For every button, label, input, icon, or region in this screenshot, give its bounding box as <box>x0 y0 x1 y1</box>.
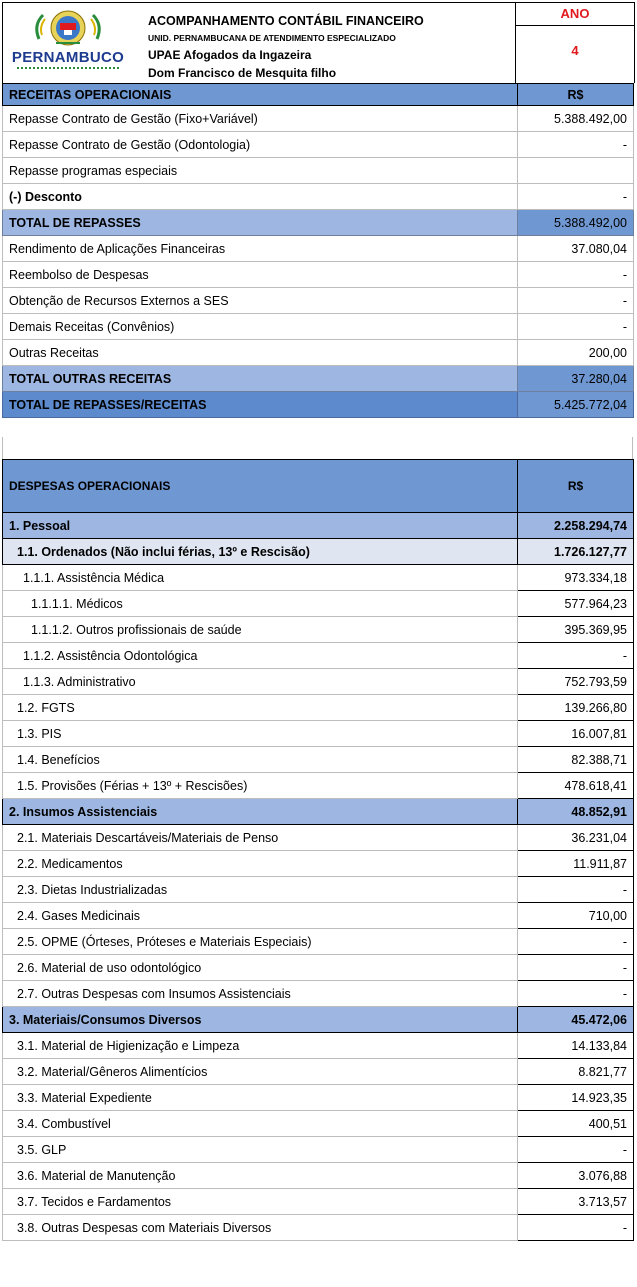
section-row <box>3 799 634 825</box>
expense-row <box>3 877 634 903</box>
total-label[interactable]: TOTAL OUTRAS RECEITAS <box>3 366 518 392</box>
row-value[interactable]: - <box>518 1215 634 1241</box>
row-value[interactable]: - <box>518 132 634 158</box>
year-value: 4 <box>571 43 579 58</box>
total-value[interactable]: 5.388.492,00 <box>518 210 634 236</box>
row-label[interactable]: (-) Desconto <box>3 184 518 210</box>
row-value[interactable]: - <box>518 643 634 669</box>
report-title: ACOMPANHAMENTO CONTÁBIL FINANCEIRO <box>148 14 424 28</box>
row-label[interactable]: 2.6. Material de uso odontológico <box>3 955 518 981</box>
row-label[interactable]: 1.1.1.1. Médicos <box>3 591 518 617</box>
expense-table <box>2 459 634 1241</box>
expense-row <box>3 643 634 669</box>
spacer-row <box>2 437 633 459</box>
row-value[interactable]: 5.388.492,00 <box>518 106 634 132</box>
row-value[interactable]: 200,00 <box>518 340 634 366</box>
revenue-row <box>3 340 634 366</box>
director-name: Dom Francisco de Mesquita filho <box>148 66 337 80</box>
row-value[interactable]: - <box>518 929 634 955</box>
expense-row <box>3 1059 634 1085</box>
row-label[interactable]: 1.1.2. Assistência Odontológica <box>3 643 518 669</box>
row-value[interactable]: 577.964,23 <box>518 591 634 617</box>
row-label[interactable]: 1.4. Benefícios <box>3 747 518 773</box>
revenue-row <box>3 158 634 184</box>
expense-row <box>3 1085 634 1111</box>
expense-row <box>3 1111 634 1137</box>
row-label[interactable]: 1.5. Provisões (Férias + 13º + Rescisões) <box>3 773 518 799</box>
expense-row <box>3 695 634 721</box>
total-value[interactable]: 37.280,04 <box>518 366 634 392</box>
row-label[interactable]: 3.1. Material de Higienização e Limpeza <box>3 1033 518 1059</box>
logo-underline <box>17 67 119 72</box>
row-label[interactable]: 3.5. GLP <box>3 1137 518 1163</box>
row-label[interactable]: 1.1.3. Administrativo <box>3 669 518 695</box>
row-value[interactable]: 16.007,81 <box>518 721 634 747</box>
expense-row <box>3 591 634 617</box>
coat-of-arms-icon <box>9 9 127 49</box>
expense-header-currency: R$ <box>518 460 634 513</box>
section-label[interactable]: 2. Insumos Assistenciais <box>3 799 518 825</box>
expense-row <box>3 1163 634 1189</box>
pernambuco-logo <box>9 9 127 81</box>
revenue-row <box>3 132 634 158</box>
section-row <box>3 1007 634 1033</box>
row-label[interactable]: 2.1. Materiais Descartáveis/Materiais de Penso <box>3 825 518 851</box>
revenue-header-currency: R$ <box>518 84 634 106</box>
total-label[interactable]: TOTAL DE REPASSES <box>3 210 518 236</box>
grand-total-label[interactable]: TOTAL DE REPASSES/RECEITAS <box>3 392 518 418</box>
row-value[interactable]: - <box>518 877 634 903</box>
revenue-row <box>3 236 634 262</box>
unit-name: UNID. PERNAMBUCANA DE ATENDIMENTO ESPECIALIZADO <box>148 33 396 43</box>
row-label[interactable]: 3.3. Material Expediente <box>3 1085 518 1111</box>
row-value[interactable]: 14.923,35 <box>518 1085 634 1111</box>
grand-total-row <box>3 392 634 418</box>
expense-row <box>3 903 634 929</box>
expense-row <box>3 825 634 851</box>
row-label[interactable]: 1.3. PIS <box>3 721 518 747</box>
row-label[interactable]: 2.5. OPME (Órteses, Próteses e Materiais Especiais) <box>3 929 518 955</box>
logo-text: PERNAMBUCO <box>11 49 125 66</box>
row-value[interactable]: - <box>518 314 634 340</box>
expense-row <box>3 721 634 747</box>
revenue-row <box>3 288 634 314</box>
row-value[interactable]: 710,00 <box>518 903 634 929</box>
row-value[interactable]: - <box>518 1137 634 1163</box>
row-value[interactable]: 395.369,95 <box>518 617 634 643</box>
revenue-row <box>3 314 634 340</box>
row-label[interactable]: Reembolso de Despesas <box>3 262 518 288</box>
row-label[interactable]: Repasse Contrato de Gestão (Odontologia) <box>3 132 518 158</box>
row-label[interactable]: 3.7. Tecidos e Fardamentos <box>3 1189 518 1215</box>
expense-row <box>3 773 634 799</box>
row-label[interactable]: 3.2. Material/Gêneros Alimentícios <box>3 1059 518 1085</box>
expense-row <box>3 955 634 981</box>
row-label[interactable]: Repasse programas especiais <box>3 158 518 184</box>
row-value[interactable]: 82.388,71 <box>518 747 634 773</box>
row-label[interactable]: 3.6. Material de Manutenção <box>3 1163 518 1189</box>
section-value[interactable]: 45.472,06 <box>518 1007 634 1033</box>
expense-header-row <box>3 460 634 513</box>
row-value[interactable]: 973.334,18 <box>518 565 634 591</box>
upae-name: UPAE Afogados da Ingazeira <box>148 48 312 62</box>
subsection-value[interactable]: 1.726.127,77 <box>518 539 634 565</box>
expense-row <box>3 981 634 1007</box>
row-value[interactable]: - <box>518 184 634 210</box>
row-label[interactable]: 2.2. Medicamentos <box>3 851 518 877</box>
revenue-row <box>3 184 634 210</box>
expense-row <box>3 1215 634 1241</box>
row-value[interactable]: - <box>518 262 634 288</box>
row-label[interactable]: 1.1.1. Assistência Médica <box>3 565 518 591</box>
row-label[interactable]: Rendimento de Aplicações Financeiras <box>3 236 518 262</box>
revenue-table <box>2 83 634 418</box>
section-value[interactable]: 2.258.294,74 <box>518 513 634 539</box>
row-value[interactable]: 752.793,59 <box>518 669 634 695</box>
row-label[interactable]: 3.4. Combustível <box>3 1111 518 1137</box>
year-label: ANO <box>516 3 634 26</box>
row-label[interactable]: 2.7. Outras Despesas com Insumos Assistenciais <box>3 981 518 1007</box>
revenue-row <box>3 262 634 288</box>
row-value[interactable] <box>518 158 634 184</box>
header-title-box <box>2 2 516 83</box>
subsection-row <box>3 539 634 565</box>
revenue-header-row <box>3 84 634 106</box>
expense-row <box>3 1137 634 1163</box>
total-row <box>3 366 634 392</box>
revenue-header-label: RECEITAS OPERACIONAIS <box>3 84 518 106</box>
row-value[interactable]: 36.231,04 <box>518 825 634 851</box>
subsection-label[interactable]: 1.1. Ordenados (Não inclui férias, 13º e Rescisão) <box>3 539 518 565</box>
row-value[interactable]: 8.821,77 <box>518 1059 634 1085</box>
row-value[interactable]: 14.133,84 <box>518 1033 634 1059</box>
row-label[interactable]: 3.8. Outras Despesas com Materiais Diversos <box>3 1215 518 1241</box>
grand-total-value[interactable]: 5.425.772,04 <box>518 392 634 418</box>
expense-row <box>3 929 634 955</box>
row-value[interactable]: - <box>518 288 634 314</box>
row-label[interactable]: 2.3. Dietas Industrializadas <box>3 877 518 903</box>
revenue-row <box>3 106 634 132</box>
section-value[interactable]: 48.852,91 <box>518 799 634 825</box>
row-value[interactable]: 11.911,87 <box>518 851 634 877</box>
row-value[interactable]: 478.618,41 <box>518 773 634 799</box>
row-value[interactable]: 3.713,57 <box>518 1189 634 1215</box>
row-value[interactable]: 400,51 <box>518 1111 634 1137</box>
row-value[interactable]: - <box>518 955 634 981</box>
expense-row <box>3 565 634 591</box>
section-row <box>3 513 634 539</box>
row-label[interactable]: Obtenção de Recursos Externos a SES <box>3 288 518 314</box>
row-label[interactable]: Outras Receitas <box>3 340 518 366</box>
row-label[interactable]: 1.2. FGTS <box>3 695 518 721</box>
row-value[interactable]: 37.080,04 <box>518 236 634 262</box>
expense-row <box>3 747 634 773</box>
row-value[interactable]: 139.266,80 <box>518 695 634 721</box>
expense-row <box>3 851 634 877</box>
year-box <box>515 2 635 83</box>
expense-row <box>3 1189 634 1215</box>
expense-row <box>3 617 634 643</box>
row-value[interactable]: 3.076,88 <box>518 1163 634 1189</box>
section-label[interactable]: 3. Materiais/Consumos Diversos <box>3 1007 518 1033</box>
row-label[interactable]: Repasse Contrato de Gestão (Fixo+Variável) <box>3 106 518 132</box>
expense-header-label: DESPESAS OPERACIONAIS <box>3 460 518 513</box>
section-label[interactable]: 1. Pessoal <box>3 513 518 539</box>
expense-row <box>3 669 634 695</box>
expense-row <box>3 1033 634 1059</box>
row-label[interactable]: 2.4. Gases Medicinais <box>3 903 518 929</box>
report-header <box>0 0 637 82</box>
row-label[interactable]: Demais Receitas (Convênios) <box>3 314 518 340</box>
row-label[interactable]: 1.1.1.2. Outros profissionais de saúde <box>3 617 518 643</box>
total-row <box>3 210 634 236</box>
row-value[interactable]: - <box>518 981 634 1007</box>
